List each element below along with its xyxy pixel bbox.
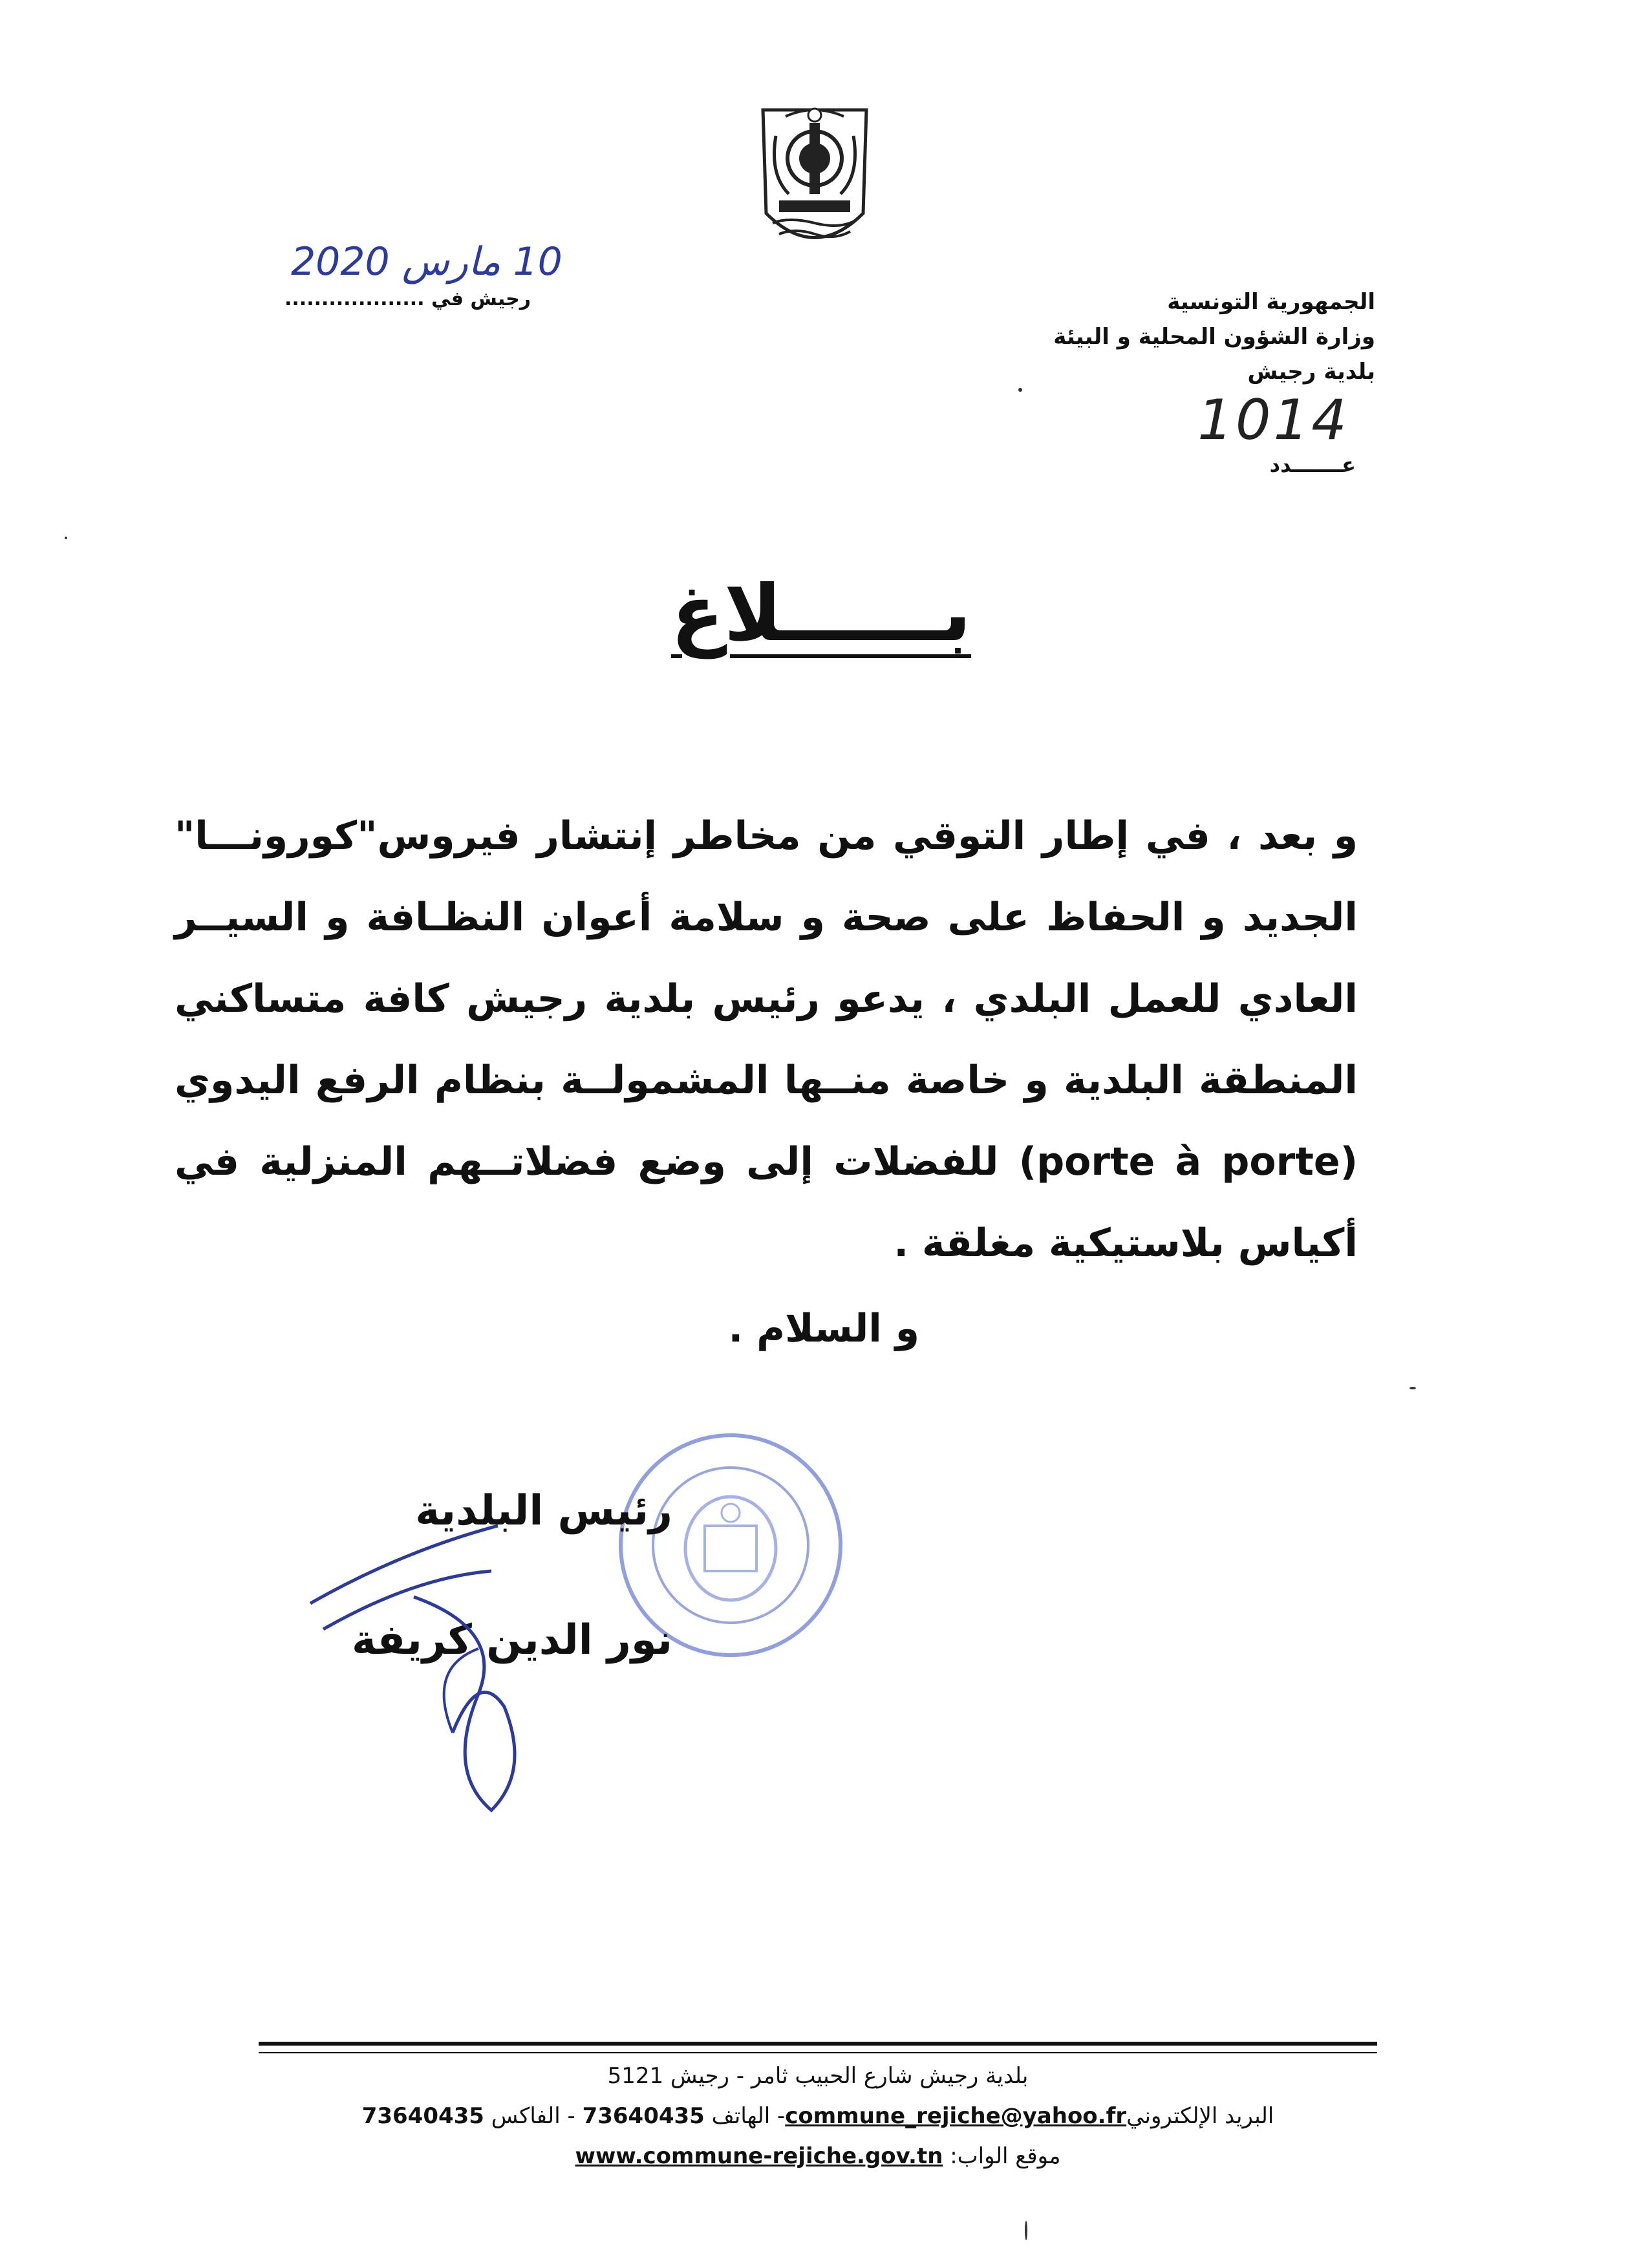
page-title: بــــــلاغ	[670, 569, 972, 659]
reference-block	[1104, 388, 1375, 485]
phone-number: 73640435	[582, 2103, 705, 2129]
announcement-body: و بعد ، في إطار التوقي من مخاطر إنتشار فيروس"كورونـــا" الجديد و الحفاظ على صحة و سلامة أعوان النظـافة و السيــر العادي للعمل البلدي ، يدعو رئيس بلدية رجيش كافة متساكني المنطقة البلدية و خاصة منــها المشمولــة بنظام الرفع اليدوي (porte à porte) للفضلات إلى وضع فضلاتــهم المنزلية في أكياس بلاستيكية مغلقة .	[175, 813, 1358, 1266]
reference-label: عـــــــدد	[1269, 453, 1356, 477]
ministry-name: وزارة الشؤون المحلية و البيئة	[1053, 324, 1375, 350]
signatory-title: رئيس البلدية	[415, 1487, 672, 1535]
email-link[interactable]: commune_rejiche@yahoo.fr	[785, 2103, 1127, 2129]
handwritten-date: 10 مارس 2020	[291, 239, 562, 284]
municipality-name: بلدية رجيش	[1247, 359, 1375, 385]
website-link[interactable]: www.commune-rejiche.gov.tn	[575, 2143, 943, 2169]
scan-speck	[65, 537, 67, 539]
fax-label: - الفاكس	[491, 2103, 575, 2129]
letterhead	[923, 284, 1375, 389]
date-label: رجيش في ...................	[284, 288, 531, 310]
closing-line: و السلام .	[728, 1306, 919, 1351]
scan-speck	[1018, 388, 1022, 392]
republic-name: الجمهورية التونسية	[1167, 289, 1375, 315]
municipality-emblem-icon	[750, 97, 879, 265]
footer-website	[259, 2136, 1377, 2176]
email-label: البريد الإلكتروني	[1126, 2103, 1274, 2129]
signatory-name: نور الدين كريفة	[351, 1616, 672, 1664]
footer-contacts	[259, 2096, 1377, 2136]
footer	[259, 2056, 1377, 2176]
reference-number: 1014	[1197, 388, 1349, 453]
date-block	[284, 239, 595, 317]
footer-address: بلدية رجيش شارع الحبيب ثامر - رجيش 5121	[607, 2063, 1029, 2089]
website-label: موقع الواب:	[950, 2143, 1061, 2169]
scan-speck	[1409, 1387, 1416, 1389]
fax-number: 73640435	[361, 2103, 484, 2129]
scan-speck	[1025, 2221, 1027, 2240]
handwritten-signature-icon	[284, 1500, 621, 1836]
footer-divider	[259, 2042, 1377, 2053]
phone-label: - الهاتف	[711, 2103, 786, 2129]
